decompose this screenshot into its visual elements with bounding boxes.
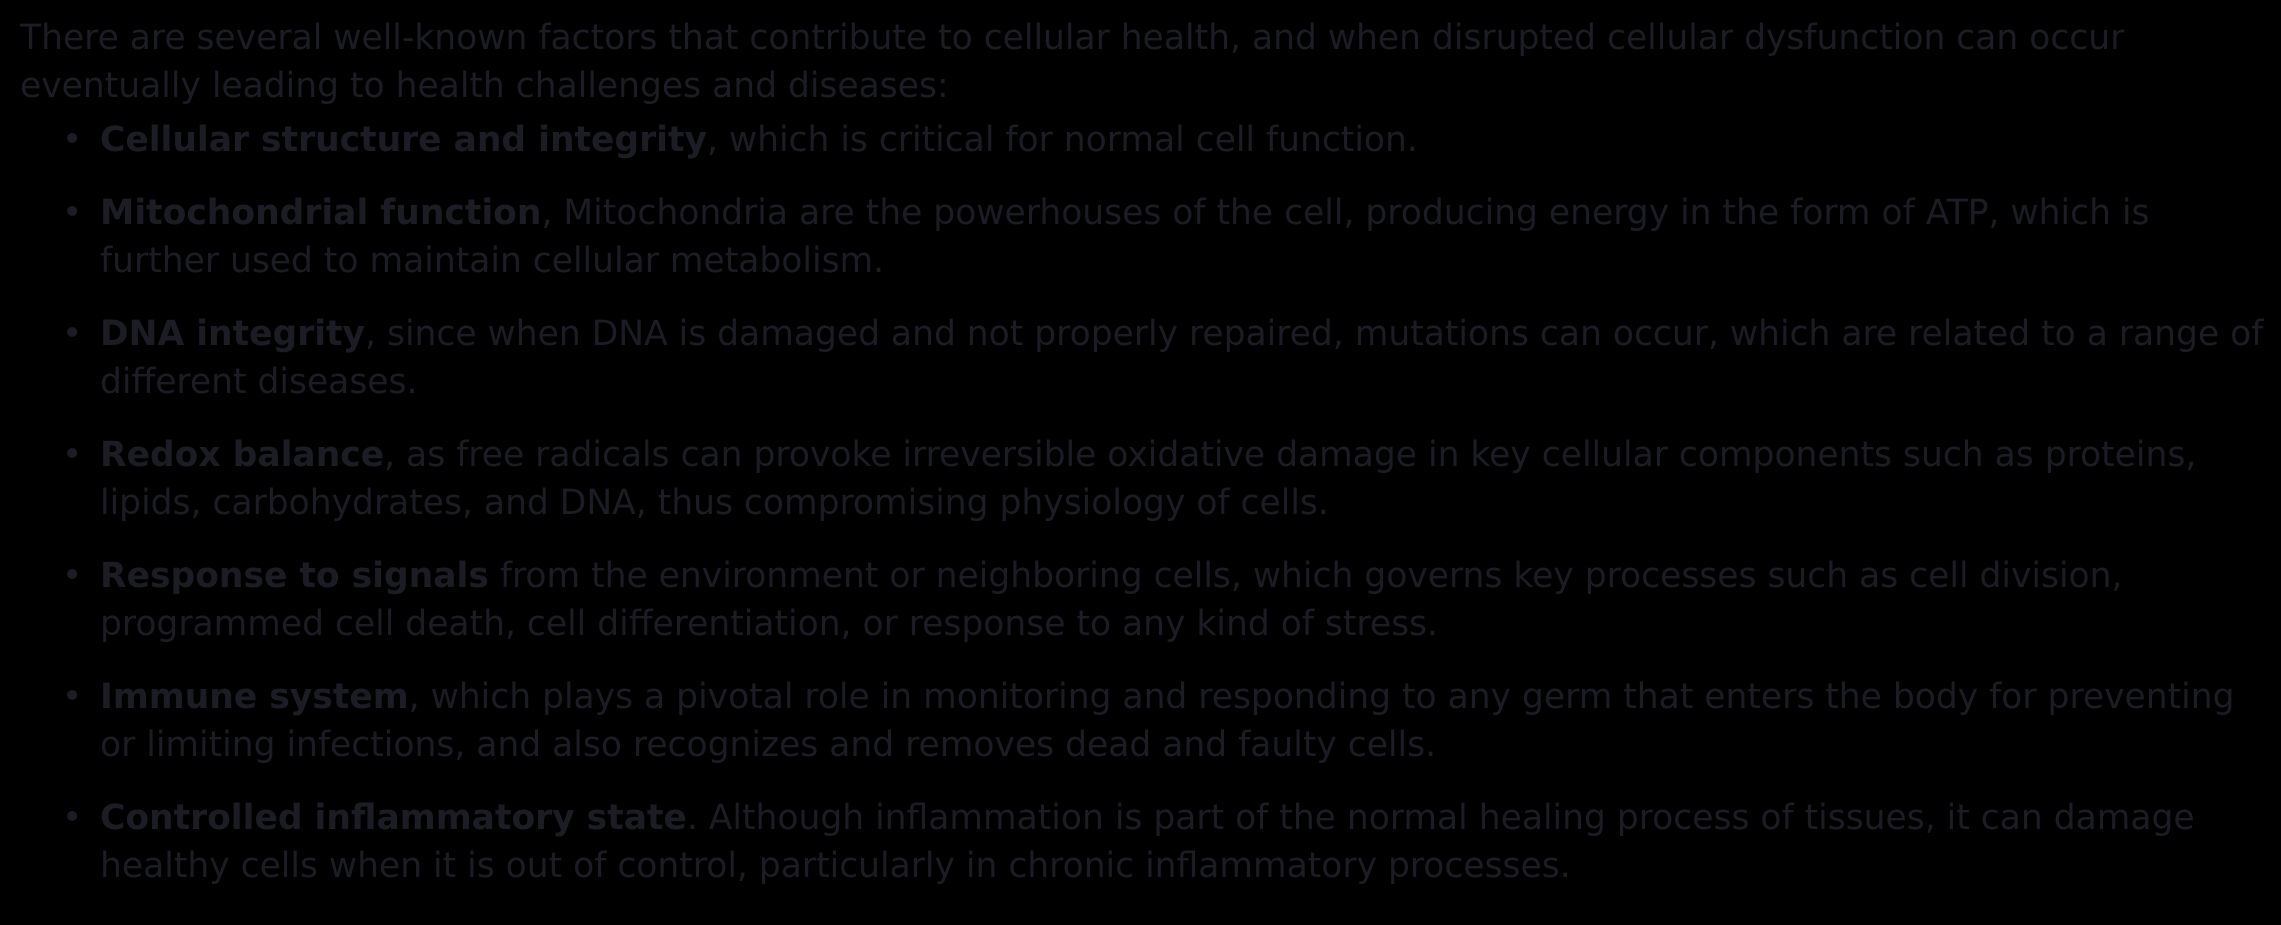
bullet-icon: • bbox=[62, 193, 83, 233]
factor-term: Immune system bbox=[100, 677, 409, 717]
list-item bbox=[20, 673, 2270, 769]
factor-description: . Although inflammation is part of the normal healing process of tissues, it can damage healthy cells when it is out of control, particularly in chronic inflammatory processes. bbox=[100, 798, 2195, 886]
factor-description: , as free radicals can provoke irreversible oxidative damage in key cellular components such as proteins, lipids, carbohydrates, and DNA, thus compromising physiology of cells. bbox=[100, 435, 2197, 523]
factor-description: from the environment or neighboring cells, which governs key processes such as cell division, programmed cell death, cell differentiation, or response to any kind of stress. bbox=[100, 556, 2123, 644]
factor-description: , since when DNA is damaged and not properly repaired, mutations can occur, which are related to a range of different diseases. bbox=[100, 314, 2264, 402]
bullet-icon: • bbox=[62, 314, 83, 354]
factor-term: DNA integrity bbox=[100, 314, 366, 354]
bullet-icon: • bbox=[62, 120, 83, 160]
bullet-icon: • bbox=[62, 435, 83, 475]
list-item bbox=[20, 431, 2270, 527]
list-item bbox=[20, 189, 2270, 285]
factor-description: , which plays a pivotal role in monitoring and responding to any germ that enters the body for preventing or limiting infections, and also recognizes and removes dead and faulty cells. bbox=[100, 677, 2235, 765]
bullet-icon: • bbox=[62, 677, 83, 717]
factor-term: Redox balance bbox=[100, 435, 385, 475]
list-item bbox=[20, 310, 2270, 406]
bullet-icon: • bbox=[62, 798, 83, 838]
factor-term: Controlled inflammatory state bbox=[100, 798, 687, 838]
factor-description: , which is critical for normal cell function. bbox=[706, 120, 1418, 160]
document-body bbox=[20, 14, 2270, 915]
factor-term: Cellular structure and integrity bbox=[100, 120, 707, 160]
list-item bbox=[20, 552, 2270, 648]
bullet-icon: • bbox=[62, 556, 83, 596]
factor-list bbox=[20, 116, 2270, 890]
factor-description: , Mitochondria are the powerhouses of the cell, producing energy in the form of ATP, which is further used to maintain cellular metabolism. bbox=[100, 193, 2150, 281]
list-item bbox=[20, 794, 2270, 890]
list-item bbox=[20, 116, 2270, 164]
factor-term: Mitochondrial function bbox=[100, 193, 542, 233]
factor-term: Response to signals bbox=[100, 556, 489, 596]
intro-paragraph: There are several well-known factors that contribute to cellular health, and when disrupted cellular dysfunction can occur eventually leading to health challenges and diseases: bbox=[20, 18, 2125, 106]
